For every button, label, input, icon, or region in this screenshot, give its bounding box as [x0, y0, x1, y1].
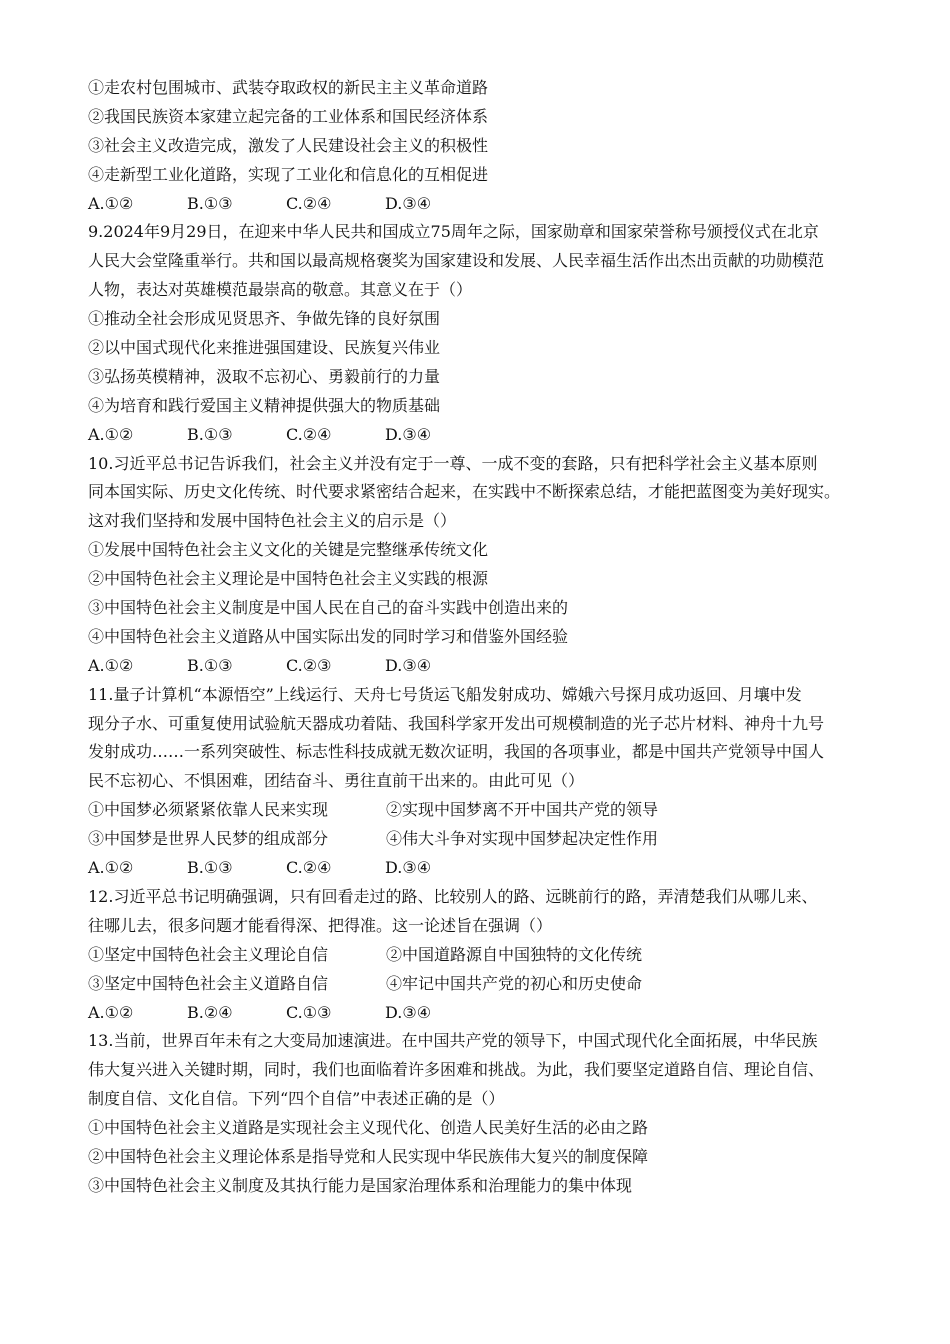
answer-choice: A.①②: [88, 193, 134, 213]
answer-choice: C.①③: [286, 1002, 332, 1022]
text-line: 10.习近平总书记告诉我们，社会主义并没有定于一尊、一成不变的套路，只有把科学社会主义基本原则: [88, 453, 818, 473]
answer-choice: D.③④: [385, 655, 432, 675]
text-line: 13.当前，世界百年未有之大变局加速演进。在中国共产党的领导下，中国式现代化全面拓展，中华民族: [88, 1031, 818, 1051]
answer-choice: D.③④: [385, 424, 432, 444]
answer-choice: A.①②: [88, 1002, 134, 1022]
text-line: ②以中国式现代化来推进强国建设、民族复兴伟业: [88, 338, 441, 358]
statement-option: ④牢记中国共产党的初心和历史使命: [386, 973, 643, 993]
text-line: ④中国特色社会主义道路从中国实际出发的同时学习和借鉴外国经验: [88, 626, 569, 646]
answer-choices: [88, 652, 878, 681]
answer-choice: B.①③: [187, 193, 233, 213]
statement-option: ②中国道路源自中国独特的文化传统: [386, 944, 643, 964]
exam-page: [88, 74, 878, 1201]
text-line: 伟大复兴进入关键时期，同时，我们也面临着许多困难和挑战。为此，我们要坚定道路自信、理论自信、: [88, 1060, 825, 1080]
answer-choice: D.③④: [385, 193, 432, 213]
answer-choice: C.②④: [286, 193, 332, 213]
answer-choices: [88, 999, 878, 1028]
text-line: ③弘扬英模精神，汲取不忘初心、勇毅前行的力量: [88, 366, 441, 386]
statement-option: ①坚定中国特色社会主义理论自信: [88, 944, 329, 964]
text-line: 往哪儿去，很多问题才能看得深、把得准。这一论述旨在强调（）: [88, 915, 553, 935]
answer-choice: D.③④: [385, 858, 432, 878]
text-line: ③中国特色社会主义制度及其执行能力是国家治理体系和治理能力的集中体现: [88, 1175, 633, 1195]
answer-choice: A.①②: [88, 424, 134, 444]
text-line: ④为培育和践行爱国主义精神提供强大的物质基础: [88, 395, 441, 415]
text-line: 民不忘初心、不惧困难，团结奋斗、勇往直前干出来的。由此可见（）: [88, 771, 585, 791]
option-pair: [88, 796, 878, 825]
answer-choices: [88, 421, 878, 450]
answer-choice: B.①③: [187, 655, 233, 675]
statement-option: ③坚定中国特色社会主义道路自信: [88, 973, 329, 993]
statement-option: ②实现中国梦离不开中国共产党的领导: [386, 800, 659, 820]
answer-choice: D.③④: [385, 1002, 432, 1022]
text-line: ①中国特色社会主义道路是实现社会主义现代化、创造人民美好生活的必由之路: [88, 1118, 649, 1138]
text-line: 这对我们坚持和发展中国特色社会主义的启示是（）: [88, 511, 457, 531]
text-line: ④走新型工业化道路，实现了工业化和信息化的互相促进: [88, 164, 489, 184]
text-line: ②中国特色社会主义理论是中国特色社会主义实践的根源: [88, 569, 489, 589]
text-line: ①发展中国特色社会主义文化的关键是完整继承传统文化: [88, 540, 489, 560]
text-line: 人民大会堂隆重举行。共和国以最高规格褒奖为国家建设和发展、人民幸福生活作出杰出贡献的功勋模范: [88, 251, 825, 271]
text-line: ③社会主义改造完成，激发了人民建设社会主义的积极性: [88, 135, 489, 155]
statement-option: ④伟大斗争对实现中国梦起决定性作用: [386, 829, 659, 849]
answer-choices: [88, 854, 878, 883]
answer-choices: [88, 190, 878, 219]
answer-choice: C.②④: [286, 858, 332, 878]
text-line: 现分子水、可重复使用试验航天器成功着陆、我国科学家开发出可规模制造的光子芯片材料、神舟十九号: [88, 713, 825, 733]
statement-option: ①中国梦必须紧紧依靠人民来实现: [88, 800, 329, 820]
text-line: 发射成功……一系列突破性、标志性科技成就无数次证明，我国的各项事业，都是中国共产党领导中国人: [88, 742, 825, 762]
option-pair: [88, 970, 878, 999]
text-line: ②中国特色社会主义理论体系是指导党和人民实现中华民族伟大复兴的制度保障: [88, 1146, 649, 1166]
text-line: 同本国实际、历史文化传统、时代要求紧密结合起来，在实践中不断探索总结，才能把蓝图变为美好现实。: [88, 482, 841, 502]
answer-choice: A.①②: [88, 655, 134, 675]
answer-choice: A.①②: [88, 858, 134, 878]
option-pair: [88, 941, 878, 970]
text-line: ②我国民族资本家建立起完备的工业体系和国民经济体系: [88, 106, 489, 126]
text-line: 人物，表达对英雄模范最崇高的敬意。其意义在于（）: [88, 280, 473, 300]
text-line: 11.量子计算机“本源悟空”上线运行、天舟七号货运飞船发射成功、嫦娥六号探月成功返回、月壤中发: [88, 684, 802, 704]
answer-choice: B.①③: [187, 858, 233, 878]
text-line: 9.2024年9月29日，在迎来中华人民共和国成立75周年之际，国家勋章和国家荣誉称号颁授仪式在北京: [88, 222, 819, 242]
answer-choice: C.②④: [286, 424, 332, 444]
text-line: 制度自信、文化自信。下列“四个自信”中表述正确的是（）: [88, 1089, 505, 1109]
text-line: 12.习近平总书记明确强调，只有回看走过的路、比较别人的路、远眺前行的路，弄清楚我们从哪儿来、: [88, 886, 818, 906]
answer-choice: C.②③: [286, 655, 332, 675]
option-pair: [88, 825, 878, 854]
answer-choice: B.①③: [187, 424, 233, 444]
answer-choice: B.②④: [187, 1002, 233, 1022]
text-line: ③中国特色社会主义制度是中国人民在自己的奋斗实践中创造出来的: [88, 598, 569, 618]
statement-option: ③中国梦是世界人民梦的组成部分: [88, 829, 329, 849]
text-line: ①走农村包围城市、武装夺取政权的新民主主义革命道路: [88, 78, 489, 97]
text-line: ①推动全社会形成见贤思齐、争做先锋的良好氛围: [88, 309, 441, 329]
